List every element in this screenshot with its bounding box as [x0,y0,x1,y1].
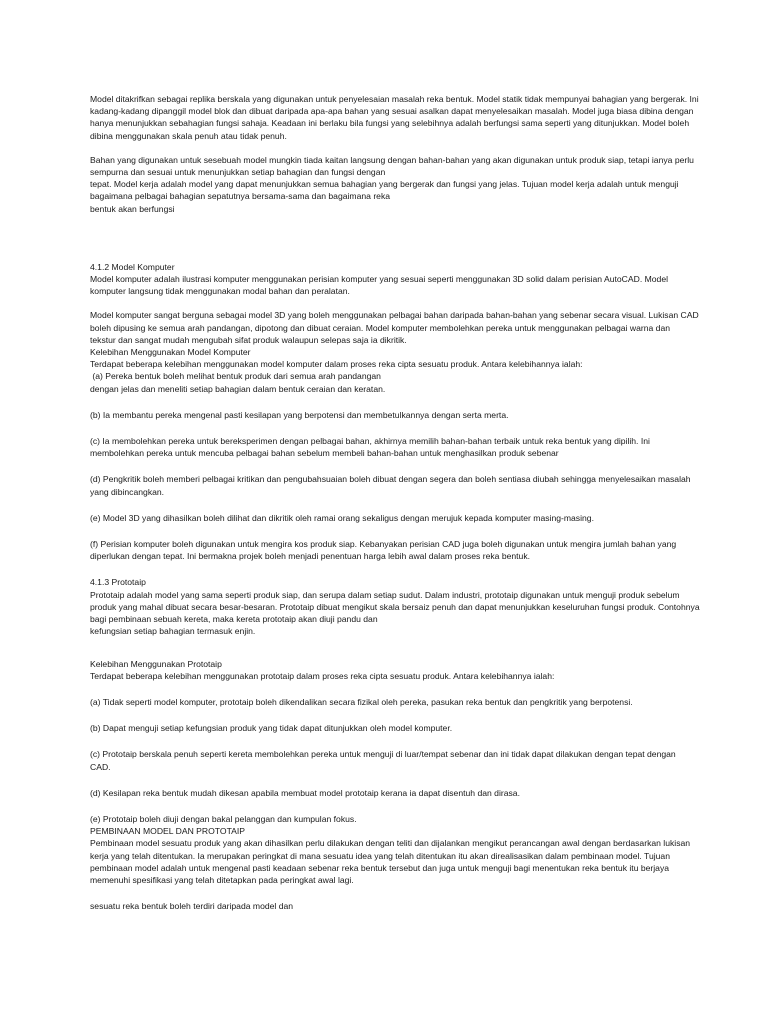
text-line: (f) Perisian komputer boleh digunakan untuk mengira kos produk siap. Kebanyakan perisian CAD juga boleh digunakan untuk mengira jumlah bahan yang [90,539,677,550]
list-item-a: (a) Pereka bentuk boleh melihat bentuk produk dari semua arah pandangan [90,371,381,382]
text-line: Model komputer sangat berguna sebagai model 3D yang boleh menggunakan pelbagai bahan daripada bahan-bahan yang sebenar secara visual. Lukisan CAD [90,310,699,321]
text-line: (a) Tidak seperti model komputer, prototaip boleh dikendalikan secara fizikal oleh pereka, pasukan reka bentuk dan pengkritik yang berpotensi. [90,696,633,707]
text-line: tekstur dan sangat mudah mengubah sifat produk walaupun selepas saja ia dikritik. [90,334,407,345]
paragraph-prototype-advantages [90,658,744,682]
section-heading: 4.1.2 Model Komputer [90,261,175,272]
text-line: komputer langsung tidak menggunakan modal bahan dan peralatan. [90,286,350,297]
text-line: produk yang mahal dibuat secara besar-besaran. Prototaip dibuat mengikut skala bersaiz penuh dan dapat menunjukkan keseluruhan fungsi produk. Contohnya [90,601,700,612]
text-line: (c) Prototaip berskala penuh seperti kereta membolehkan pereka untuk menguji di luar/tempat sebenar dan ini tidak dapat dilakukan dengan tepat dengan [90,749,676,760]
subheading: Kelebihan Menggunakan Model Komputer [90,347,251,358]
text-line: Terdapat beberapa kelebihan menggunakan prototaip dalam proses reka cipta sesuatu produk. Antara kelebihannya ialah: [90,670,555,681]
text-line: membolehkan pereka untuk mencuba pelbagai bahan sebelum membeli bahan-bahan untuk menghasilkan produk sebenar [90,448,559,459]
text-line: Model komputer adalah ilustrasi komputer menggunakan perisian komputer yang sesuai seperti menggunakan 3D solid dalam perisian AutoCAD. Model [90,274,669,285]
text-line: Terdapat beberapa kelebihan menggunakan model komputer dalam proses reka cipta sesuatu produk. Antara kelebihannya ialah: [90,359,583,370]
subheading: Kelebihan Menggunakan Prototaip [90,658,222,669]
text-line: CAD. [90,761,111,772]
text-line: Bahan yang digunakan untuk sesebuah model mungkin tiada kaitan langsung dengan bahan-bahan yang akan digunakan untuk produk siap, tetapi ianya perlu [90,154,694,165]
prototype-item-b [90,722,744,734]
text-line: (d) Pengkritik boleh memberi pelbagai kritikan dan pengubahsuaian boleh dibuat dengan segera dan boleh sentiasa diubah sehingga menyelesaikan masalah [90,474,691,485]
text-line: bagaimana pelbagai bahagian sepatutnya bersama-sama dan bagaimana reka [90,191,391,202]
text-line: yang dibincangkan. [90,486,165,497]
text-line: bagi pembinaan sebuah kereta, maka kereta prototaip akan diuji pandu dan [90,614,378,625]
section-heading: PEMBINAAN MODEL DAN PROTOTAIP [90,826,246,837]
paragraph-final [90,900,744,912]
text-line: (e) Prototaip boleh diuji dengan bakal pelanggan dan kumpulan fokus. [90,813,357,824]
list-item-d [90,473,744,497]
text-line: tepat. Model kerja adalah model yang dapat menunjukkan semua bahagian yang bergerak dan fungsi yang jelas. Tujuan model kerja adalah untuk menguji [90,179,679,190]
paragraph-computer-model-advantages [90,309,744,394]
text-line: (e) Model 3D yang dihasilkan boleh dilihat dan dikritik oleh ramai orang sekaligus dengan merujuk kepada komputer masing-masing. [90,512,594,523]
list-item-e [90,512,744,524]
list-item-b [90,409,744,421]
paragraph-model-materials [90,154,744,215]
prototype-item-c [90,748,744,772]
text-line: (b) Ia membantu pereka mengenal pasti kesilapan yang berpotensi dan membetulkannya dengan serta merta. [90,409,509,420]
text-line: Prototaip adalah model yang sama seperti produk siap, dan serupa dalam setiap sudut. Dalam industri, prototaip digunakan untuk menguji produk sebelum [90,589,680,600]
paragraph-model-definition [90,93,744,142]
text-line: kadang-kadang dipanggil model blok dan dibuat daripada apa-apa bahan yang sesuai asalkan dapat menyelesaikan masalah. Model juga biasa dibina dengan [90,106,694,117]
section-4-1-2-computer-model [90,261,744,298]
text-line: (d) Kesilapan reka bentuk mudah dikesan apabila membuat model prototaip kerana ia dapat disentuh dan dirasa. [90,787,520,798]
text-line: (b) Dapat menguji setiap kefungsian produk yang tidak dapat ditunjukkan oleh model komputer. [90,723,453,734]
prototype-item-d [90,787,744,799]
section-4-1-3-prototype [90,576,744,637]
text-line: kerja yang telah ditentukan. Ia merupakan peringkat di mana sesuatu idea yang telah ditentukan itu akan direalisasikan dalam pembinaan model. Tujuan [90,850,670,861]
text-line: sempurna dan sesuai untuk menunjukkan setiap bahagian dan fungsi dengan [90,167,386,178]
list-item-c [90,435,744,459]
text-line: memenuhi spesifikasi yang telah ditetapkan pada peringkat awal lagi. [90,874,354,885]
text-line: bentuk akan berfungsi [90,203,175,214]
section-heading: 4.1.3 Prototaip [90,577,146,588]
prototype-item-e-and-construction [90,813,744,886]
text-line: diperlukan dengan tepat. Ini bermakna projek boleh menjadi penentuan harga lebih awal dalam proses reka bentuk. [90,551,531,562]
text-line: dibina menggunakan skala penuh atau tidak penuh. [90,130,287,141]
text-line: Model ditakrifkan sebagai replika berskala yang digunakan untuk penyelesaian masalah reka bentuk. Model statik tidak mempunyai bahagian yang bergerak. Ini [90,94,699,104]
text-line: sesuatu reka bentuk boleh terdiri daripada model dan [90,901,294,912]
text-line: kefungsian setiap bahagian termasuk enjin. [90,626,256,637]
text-line: boleh dipusing ke semua arah pandangan, dipotong dan dibuat ceraian. Model komputer membolehkan pereka untuk menggunakan pelbagai warna dan [90,322,671,333]
prototype-item-a [90,696,744,708]
text-line: Pembinaan model sesuatu produk yang akan dihasilkan perlu dilakukan dengan teliti dan dijalankan mengikut perancangan awal dengan berdasarkan lukisan [90,838,691,849]
text-line: hanya menunjukkan sebahagian fungsi sahaja. Keadaan ini berlaku bila fungsi yang selebihnya adalah berfungsi sama seperti yang ditunjukkan. Model boleh [90,118,690,129]
text-line: (c) Ia membolehkan pereka untuk bereksperimen dengan pelbagai bahan, akhirnya memilih bahan-bahan terbaik untuk reka bentuk yang dipilih. Ini [90,436,650,447]
text-line: dengan jelas dan meneliti setiap bahagian dalam bentuk ceraian dan keratan. [90,383,386,394]
text-line: pembinaan model adalah untuk mengenal pasti keadaan sebenar reka bentuk tersebut dan juga untuk menguji bagi menentukan reka bentuk itu berjaya [90,862,670,873]
list-item-f [90,538,744,562]
